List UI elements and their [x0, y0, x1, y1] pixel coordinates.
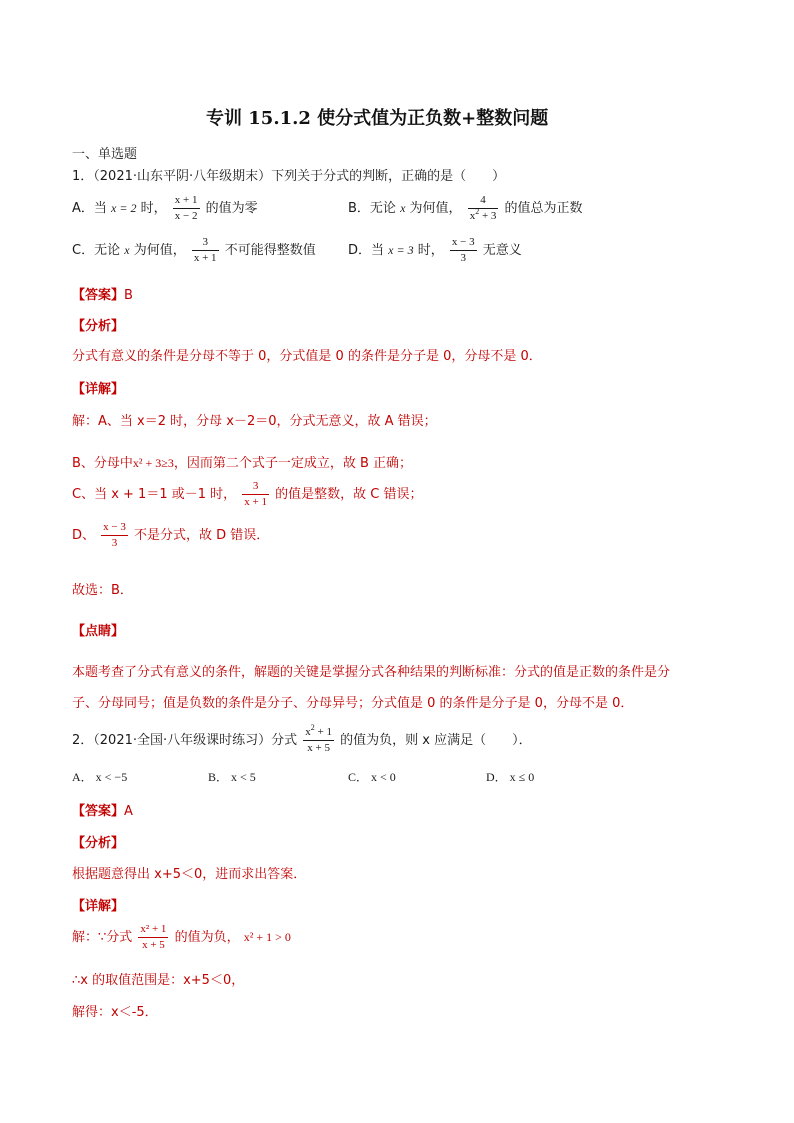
q2-detail-fraction: $\frac{\text{x² + 1}}{x + 5}$ [140, 923, 167, 951]
q2-answer: 【答案】A [72, 804, 133, 819]
q1-option-a: A．当 x = 2 时， $\frac{x + 1}{x - 2}$ 的值为零 [72, 194, 258, 222]
q1-option-d: D．当 x = 3 时， $\frac{x - 3}{3}$ 无意义 [348, 236, 522, 264]
q1-detail-line-4: D、 $\frac{x - 3}{3}$ 不是分式，故 D 错误． [72, 521, 270, 549]
q2-option-b: B． x < 5 [208, 770, 256, 784]
q1-comment-tag: 【点睛】 [72, 624, 125, 639]
q2-detail-line-1: 解：∵分式 $\frac{\text{x² + 1}}{x + 5}$ 的值为负， x² + 1 > 0 [72, 923, 291, 951]
q1-detail-line-1: 解：A、当 x＝2 时，分母 x－2＝0，分式无意义，故 A 错误； [72, 414, 437, 429]
q2-detail-line-3: 解得：x＜-5． [72, 1005, 158, 1020]
q1-answer: 【答案】B [72, 288, 133, 303]
section-heading: 一、单选题 [72, 147, 138, 162]
q1-choose: 故选：B． [72, 583, 133, 598]
q1-option-c: C．无论 x 为何值， $\frac{3}{x + 1}$ 不可能得整数值 [72, 236, 316, 264]
q2-detail-tag: 【详解】 [72, 899, 125, 914]
page-title: 专训 15.1.2 使分式值为正负数+整数问题 [206, 108, 549, 129]
q2-option-c: C． x < 0 [348, 770, 396, 784]
q2-detail-line-2: ∴x 的取值范围是：x+5＜0， [72, 973, 245, 988]
q1-analysis-text: 分式有意义的条件是分母不等于 0，分式值是 0 的条件是分子是 0，分母不是 0． [72, 349, 542, 364]
q1-option-a-fraction: $\frac{x + 1}{x - 2}$ [174, 194, 198, 222]
q1-detail-line-3: C、当 x + 1＝1 或－1 时， $\frac{3}{x + 1}$ 的值是整数，故 C 错误； [72, 480, 423, 508]
q1-stem: 1．（2021·山东平阴·八年级期末）下列关于分式的判断，正确的是（ ） [72, 169, 506, 184]
q1-option-b-fraction: $\frac{4}{x^2 + 3}$ [469, 194, 497, 222]
q1-option-c-fraction: $\frac{3}{x + 1}$ [193, 236, 217, 264]
q1-detail-fraction-c: $\frac{3}{x + 1}$ [244, 480, 267, 508]
q1-option-d-fraction: $\frac{x - 3}{3}$ [451, 236, 475, 264]
q2-option-d: D． x ≤ 0 [486, 770, 535, 784]
q1-comment-line-1: 本题考查了分式有意义的条件，解题的关键是掌握分式各种结果的判断标准：分式的值是正数的条件是分 [72, 665, 671, 680]
q1-detail-line-2: B、分母中x² + 3≥3，因而第二个式子一定成立，故 B 正确； [72, 456, 413, 471]
q1-analysis-tag: 【分析】 [72, 319, 125, 334]
q1-comment-line-2: 子、分母同号；值是负数的条件是分子、分母异号；分式值是 0 的条件是分子是 0，分母不是 0． [72, 696, 634, 711]
q1-detail-fraction-d: $\frac{x - 3}{3}$ [103, 521, 126, 549]
q1-detail-tag: 【详解】 [72, 382, 125, 397]
q2-option-a: A． x < −5 [72, 770, 128, 784]
q1-option-b: B．无论 x 为何值， $\frac{4}{x^2 + 3}$ 的值总为正数 [348, 194, 583, 222]
q2-analysis-tag: 【分析】 [72, 836, 125, 851]
q2-stem-fraction: $\frac{x^2 + 1}{x + 5}$ [305, 723, 332, 754]
q2-stem: 2．（2021·全国·八年级课时练习）分式 $\frac{x^2 + 1}{x + 5}$ 的值为负，则 x 应满足（ ）． [72, 723, 532, 754]
q2-analysis-text: 根据题意得出 x+5＜0，进而求出答案． [72, 867, 307, 882]
